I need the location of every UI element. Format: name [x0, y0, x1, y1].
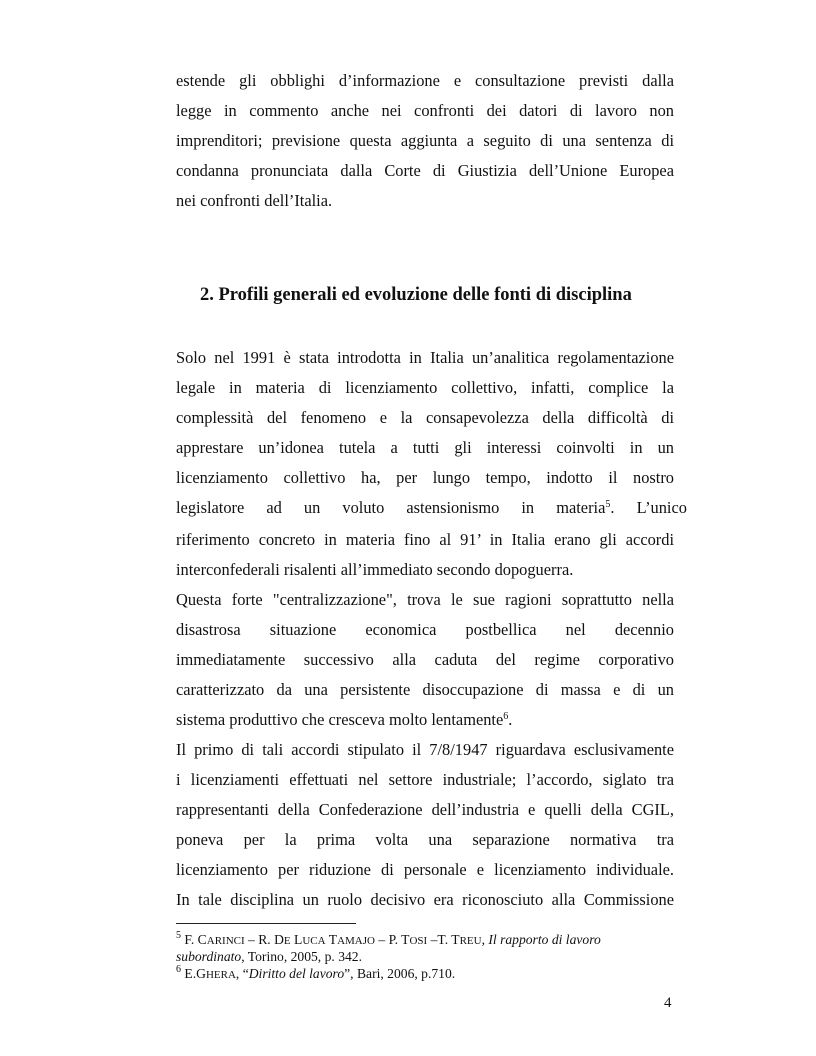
fn5-part: T	[325, 932, 338, 947]
body-line-1: Solo nel 1991 è stata introdotta in Italia un’analitica regolamentazione	[176, 348, 674, 367]
footnote-ref-6: 6	[503, 711, 509, 722]
para3-line-3: rappresentanti della Confederazione dell’industria e quelli della CGIL,	[176, 800, 674, 819]
fn6-rest: ”, Bari, 2006, p.710.	[344, 966, 456, 981]
section-heading: 2. Profili generali ed evoluzione delle fonti di disciplina	[200, 285, 632, 305]
page-number: 4	[664, 995, 672, 1011]
fn5-part: –T. T	[427, 932, 460, 947]
fn6-part: HERA	[205, 969, 236, 981]
body-line-6-text: legislatore ad un voluto astensionismo in materia	[176, 498, 606, 517]
fn5-part: ARINCI	[206, 935, 245, 947]
para2-line-5-after: .	[508, 710, 513, 729]
footnote-6	[176, 965, 676, 984]
body-line-7: riferimento concreto in materia fino al 91’ in Italia erano gli accordi	[176, 530, 674, 549]
fn5-part: AMAJO	[337, 935, 375, 947]
para3-line-5: licenziamento per riduzione di personale e licenziamento individuale.	[176, 860, 674, 879]
body-line-6-after: . L’unico	[610, 498, 687, 517]
footnote-5-number: 5	[176, 930, 181, 941]
fn5-part: OSI	[409, 935, 428, 947]
para3-line-1: Il primo di tali accordi stipulato il 7/8/1947 riguardava esclusivamente	[176, 740, 674, 759]
fn5-part: F. C	[184, 932, 207, 947]
body-line-8: interconfederali risalenti all’immediato secondo dopoguerra.	[176, 560, 574, 579]
fn6-title: Diritto del lavoro	[248, 966, 345, 981]
body-line-6	[176, 498, 687, 518]
fn5-part: UCA	[302, 935, 326, 947]
footnote-separator	[176, 923, 356, 924]
para3-line-2: i licenziamenti effettuati nel settore industriale; l’accordo, siglato tra	[176, 770, 674, 789]
fn6-part: E.G	[184, 966, 206, 981]
para3-line-6: In tale disciplina un ruolo decisivo era riconosciuto alla Commissione	[176, 890, 674, 909]
fn5-part: REU	[459, 935, 482, 947]
para3-line-4: poneva per la prima volta una separazione normativa tra	[176, 830, 674, 849]
fn6-part: , “	[235, 966, 249, 981]
para2-line-1: Questa forte "centralizzazione", trova le sue ragioni soprattutto nella	[176, 590, 674, 609]
fn5-part: L	[290, 932, 303, 947]
para2-line-5-text: sistema produttivo che cresceva molto lentamente	[176, 710, 504, 729]
para2-line-2: disastrosa situazione economica postbellica nel decennio	[176, 620, 674, 639]
fn5-part: – P. T	[374, 932, 410, 947]
body-line-4: apprestare un’idonea tutela a tutti gli interessi coinvolti in un	[176, 438, 674, 457]
footnote-6-number: 6	[176, 964, 181, 975]
para2-line-3: immediatamente successivo alla caduta del regime corporativo	[176, 650, 674, 669]
fn5-rest: , Torino, 2005, p. 342.	[241, 949, 362, 964]
fn5-title: Il rapporto di lavoro	[488, 932, 601, 947]
fn5-part: ,	[481, 932, 489, 947]
intro-line-2: legge in commento anche nei confronti dei datori di lavoro non	[176, 101, 674, 120]
footnote-5-cont	[176, 948, 676, 965]
para2-line-5	[176, 710, 674, 730]
intro-line-3: imprenditori; previsione questa aggiunta a seguito di una sentenza di	[176, 131, 674, 150]
fn5-title-2: subordinato	[176, 949, 242, 964]
footnote-ref-5: 5	[605, 499, 611, 510]
intro-line-4: condanna pronunciata dalla Corte di Giustizia dell’Unione Europea	[176, 161, 674, 180]
body-line-3: complessità del fenomeno e la consapevolezza della difficoltà di	[176, 408, 674, 427]
intro-line-5: nei confronti dell’Italia.	[176, 191, 333, 210]
body-line-5: licenziamento collettivo ha, per lungo tempo, indotto il nostro	[176, 468, 674, 487]
para2-line-4: caratterizzato da una persistente disoccupazione di massa e di un	[176, 680, 674, 699]
fn5-part: E	[283, 935, 291, 947]
fn5-part: – R. D	[244, 932, 284, 947]
body-line-2: legale in materia di licenziamento collettivo, infatti, complice la	[176, 378, 674, 397]
intro-line-1: estende gli obblighi d’informazione e consultazione previsti dalla	[176, 71, 674, 90]
